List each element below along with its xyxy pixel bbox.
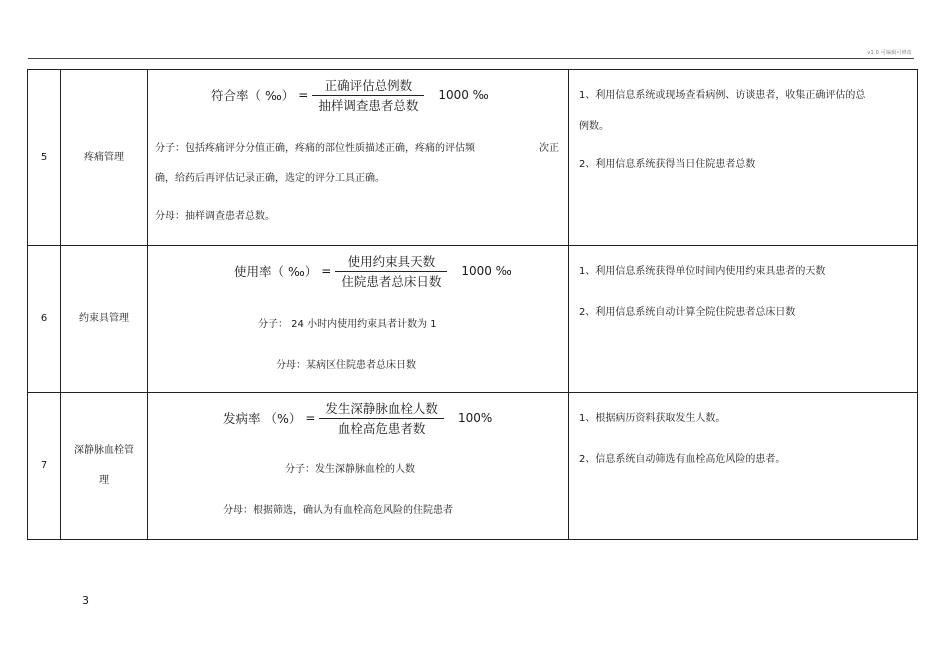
formula-multiplier: 1000 ‰ [438, 88, 489, 103]
numerator-description-tail: 次正 [539, 143, 559, 154]
page-number: 3 [82, 594, 89, 607]
source-step: 2、信息系统自动筛选有血栓高危风险的患者。 [579, 454, 786, 465]
metrics-table [27, 69, 918, 540]
indicator-name-cell [61, 246, 148, 393]
indicator-name: 疼痛管理 [84, 151, 124, 163]
formula-numerator: 使用约束具天数 [347, 254, 436, 269]
row-number-cell [28, 70, 61, 246]
formula-numerator: 发生深静脉血栓人数 [325, 401, 438, 416]
formula-denominator: 住院患者总床日数 [341, 274, 442, 289]
indicator-name-cont: 理 [99, 475, 109, 486]
header-version-mark: v1.0 可编辑可修改 [867, 50, 912, 56]
formula-cell [148, 246, 569, 393]
rate-formula [234, 254, 512, 289]
formula-fraction [335, 254, 447, 289]
numerator-description: 分子：包括疼痛评分分值正确，疼痛的部位性质描述正确，疼痛的评估频 [155, 143, 475, 154]
formula-lhs: 发病率 （%） [223, 411, 302, 426]
rate-formula [223, 401, 492, 436]
formula-lhs: 符合率（ ‰） [211, 88, 295, 103]
numerator-description-cont: 确，给药后再评估记录正确，选定的评分工具正确。 [155, 173, 385, 184]
header-rule [28, 58, 914, 59]
source-step: 2、利用信息系统获得当日住院患者总数 [579, 159, 756, 170]
source-step: 2、利用信息系统自动计算全院住院患者总床日数 [579, 307, 796, 318]
row-number: 7 [40, 460, 48, 471]
numerator-description: 分子： 24 小时内使用约束具者计数为 1 [258, 319, 437, 330]
indicator-name-cell [61, 393, 148, 540]
formula-equals: = [305, 411, 316, 426]
source-step-cont: 例数。 [579, 121, 609, 132]
source-step: 1、利用信息系统获得单位时间内使用约束具患者的天数 [579, 266, 826, 277]
indicator-name: 深静脉血栓管 [74, 445, 134, 456]
formula-equals: = [321, 264, 332, 279]
table-row [28, 70, 918, 246]
indicator-name-cell [61, 70, 148, 246]
formula-equals: = [298, 88, 309, 103]
table-row [28, 246, 918, 393]
formula-multiplier: 1000 ‰ [461, 264, 512, 279]
formula-fraction [319, 401, 444, 436]
rate-formula [211, 78, 489, 113]
formula-numerator: 正确评估总例数 [324, 78, 413, 93]
formula-fraction [312, 78, 424, 113]
row-number: 5 [40, 151, 48, 163]
denominator-description: 分母：根据筛选，确认为有血栓高危风险的住院患者 [223, 505, 453, 516]
denominator-description: 分母：抽样调查患者总数。 [155, 211, 275, 222]
formula-cell [148, 70, 569, 246]
row-number-cell [28, 393, 61, 540]
table-row [28, 393, 918, 540]
source-step: 1、利用信息系统或现场查看病例、访谈患者，收集正确评估的总 [579, 90, 866, 101]
formula-cell [148, 393, 569, 540]
formula-denominator: 抽样调查患者总数 [318, 98, 419, 113]
source-step: 1、根据病历资料获取发生人数。 [579, 413, 726, 424]
data-source-cell [569, 70, 918, 246]
row-number: 6 [40, 313, 48, 324]
data-source-cell [569, 393, 918, 540]
denominator-description: 分母：某病区住院患者总床日数 [276, 360, 416, 371]
indicator-name: 约束具管理 [79, 313, 129, 324]
data-source-cell [569, 246, 918, 393]
formula-lhs: 使用率（ ‰） [234, 264, 318, 279]
formula-multiplier: 100% [457, 411, 493, 426]
row-number-cell [28, 246, 61, 393]
formula-denominator: 血栓高危患者数 [337, 421, 426, 436]
numerator-description: 分子：发生深静脉血栓的人数 [285, 464, 415, 475]
